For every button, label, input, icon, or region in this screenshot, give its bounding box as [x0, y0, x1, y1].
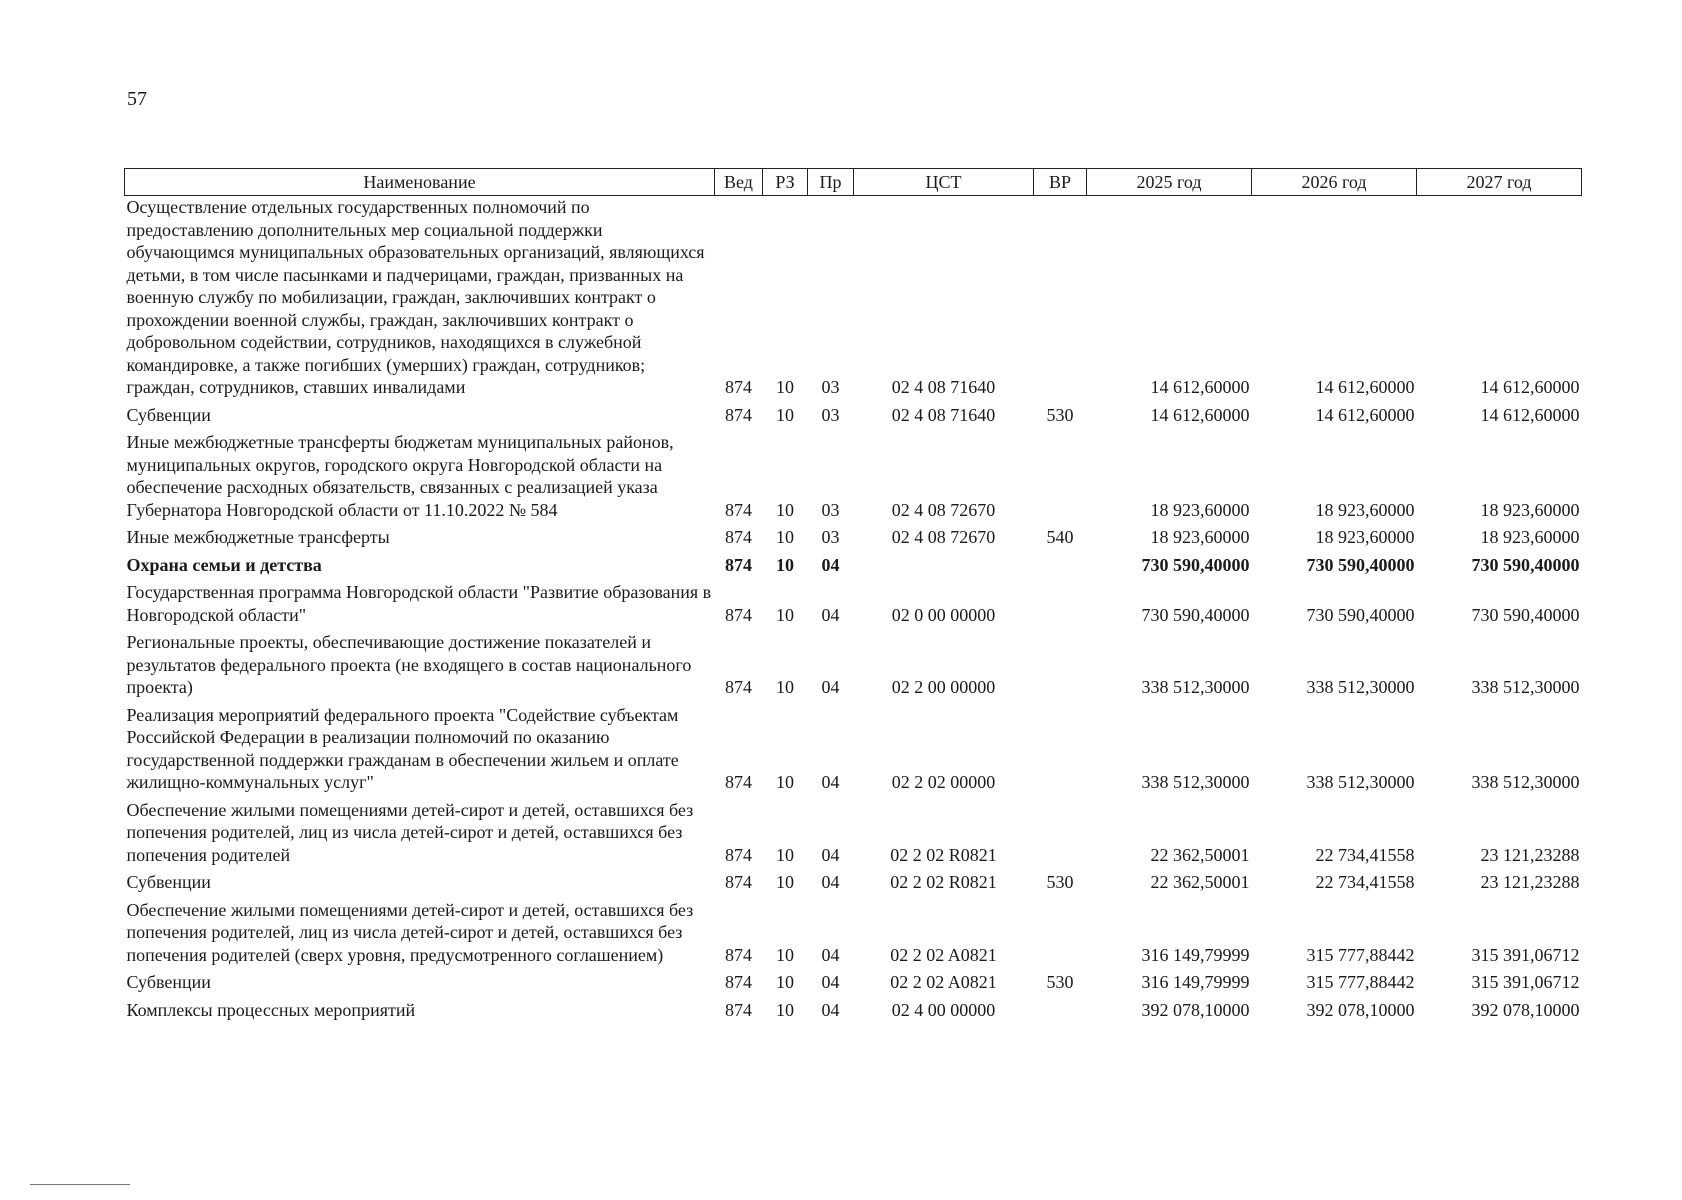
- cell-2025: 316 149,79999: [1141, 944, 1250, 965]
- cell-ved: 874: [725, 404, 752, 425]
- cell-2026: 338 512,30000: [1306, 772, 1415, 792]
- cell-ved: 874: [725, 999, 752, 1020]
- cell-vr: 530: [1046, 972, 1074, 992]
- cell-name: Осуществление отдельных государственных полномочий по предоставлению дополнительных мер социальной поддержки обучающимся муниципальных образовательных организаций, являющихся детьми, в том числе пасынками и падчерицами, граждан, призванных на военную службу по мобилизации, граждан, заключивших контракт о прохождении военной службы, граждан, заключивших контракт о добровольном содействии, сотрудников, находящихся в служебной командировке, а также погибших (умерших) граждан, сотрудников; граждан, сотрудников, ставших инвалидами: [126, 197, 705, 397]
- cell-rz: 10: [776, 972, 794, 992]
- page-number: 57: [127, 88, 147, 110]
- cell-2025: 22 362,50001: [1150, 872, 1250, 892]
- cell-cst: 02 4 08 71640: [891, 404, 996, 425]
- cell-2026: 730 590,40000: [1306, 554, 1415, 575]
- cell-rz: 10: [776, 677, 794, 697]
- header-2025: 2025 год: [1087, 169, 1252, 196]
- table-row: [125, 899, 1582, 972]
- cell-2026: 315 777,88442: [1306, 972, 1415, 992]
- cell-2026: 315 777,88442: [1306, 944, 1415, 965]
- cell-2025: 316 149,79999: [1141, 972, 1250, 992]
- cell-2027: 14 612,60000: [1480, 404, 1580, 425]
- table-row: [125, 526, 1582, 554]
- cell-name: Охрана семьи и детства: [126, 554, 322, 575]
- cell-2025: 392 078,10000: [1141, 999, 1250, 1020]
- cell-2027: 338 512,30000: [1471, 772, 1580, 792]
- cell-pr: 04: [821, 772, 840, 792]
- cell-vr: [1034, 704, 1087, 799]
- cell-vr: [1034, 196, 1087, 404]
- cell-2027: 392 078,10000: [1471, 999, 1580, 1020]
- cell-rz: 10: [776, 772, 794, 792]
- table-row: [125, 431, 1582, 526]
- cell-2027: 14 612,60000: [1480, 377, 1580, 397]
- header-2027: 2027 год: [1417, 169, 1582, 196]
- table-row: [125, 704, 1582, 799]
- cell-name: Субвенции: [126, 872, 211, 892]
- footer-divider: [30, 1184, 130, 1185]
- cell-2025: 338 512,30000: [1141, 772, 1250, 792]
- cell-rz: 10: [776, 404, 794, 425]
- cell-ved: 874: [725, 944, 752, 965]
- cell-cst: [854, 554, 1034, 582]
- table-header-row: [125, 169, 1582, 196]
- cell-2026: 392 078,10000: [1306, 999, 1415, 1020]
- cell-cst: 02 2 02 00000: [891, 772, 996, 792]
- cell-name: Государственная программа Новгородской области "Развитие образования в Новгородской области": [126, 582, 712, 625]
- cell-rz: 10: [776, 554, 794, 575]
- cell-2027: 338 512,30000: [1471, 677, 1580, 697]
- cell-rz: 10: [776, 377, 794, 397]
- cell-pr: 04: [821, 604, 840, 625]
- table-row: [125, 971, 1582, 999]
- budget-table: [124, 168, 1582, 1026]
- cell-2025: 14 612,60000: [1150, 404, 1250, 425]
- cell-cst: 02 2 02 A0821: [890, 944, 997, 965]
- cell-ved: 874: [725, 377, 752, 397]
- cell-2027: 315 391,06712: [1471, 972, 1580, 992]
- cell-name: Обеспечение жилыми помещениями детей-сирот и детей, оставшихся без попечения родителей, лиц из числа детей-сирот и детей, оставшихся без попечения родителей: [126, 799, 694, 865]
- cell-2026: 22 734,41558: [1315, 844, 1415, 865]
- cell-ved: 874: [725, 527, 752, 547]
- cell-pr: 04: [821, 554, 840, 575]
- cell-pr: 03: [821, 527, 840, 547]
- cell-name: Субвенции: [126, 972, 211, 992]
- cell-rz: 10: [776, 604, 794, 625]
- cell-pr: 03: [821, 377, 840, 397]
- cell-cst: 02 4 08 72670: [891, 499, 996, 520]
- table-row: [125, 554, 1582, 582]
- cell-2027: 730 590,40000: [1471, 554, 1580, 575]
- cell-rz: 10: [776, 844, 794, 865]
- cell-ved: 874: [725, 844, 752, 865]
- cell-vr: [1034, 581, 1087, 631]
- cell-pr: 04: [821, 972, 840, 992]
- cell-2026: 730 590,40000: [1306, 604, 1415, 625]
- cell-name: Региональные проекты, обеспечивающие достижение показателей и результатов федерального проекта (не входящего в состав национального проекта): [126, 632, 692, 697]
- cell-ved: 874: [725, 554, 752, 575]
- cell-2025: 14 612,60000: [1150, 377, 1250, 397]
- cell-2025: 338 512,30000: [1141, 677, 1250, 697]
- cell-vr: [1034, 631, 1087, 704]
- cell-vr: [1034, 999, 1087, 1027]
- cell-ved: 874: [725, 604, 752, 625]
- cell-name: Субвенции: [126, 404, 211, 425]
- cell-2026: 14 612,60000: [1315, 377, 1415, 397]
- cell-2027: 23 121,23288: [1480, 844, 1580, 865]
- cell-name: Иные межбюджетные трансферты: [126, 527, 390, 547]
- table-row: [125, 999, 1582, 1027]
- cell-cst: 02 4 00 00000: [891, 999, 996, 1020]
- cell-vr: [1034, 554, 1087, 582]
- cell-ved: 874: [725, 872, 752, 892]
- cell-cst: 02 2 02 A0821: [890, 972, 997, 992]
- cell-vr: 530: [1046, 404, 1074, 425]
- cell-pr: 03: [821, 404, 840, 425]
- table-row: [125, 581, 1582, 631]
- header-vr: ВР: [1034, 169, 1087, 196]
- cell-2025: 18 923,60000: [1150, 527, 1250, 547]
- header-ved: Вед: [715, 169, 763, 196]
- cell-name: Обеспечение жилыми помещениями детей-сирот и детей, оставшихся без попечения родителей, лиц из числа детей-сирот и детей, оставшихся без попечения родителей (сверх уровня, предусмотренного соглашением): [126, 899, 694, 965]
- cell-2027: 18 923,60000: [1480, 499, 1580, 520]
- cell-rz: 10: [776, 527, 794, 547]
- cell-2026: 338 512,30000: [1306, 677, 1415, 697]
- header-name: Наименование: [125, 169, 715, 196]
- cell-rz: 10: [776, 872, 794, 892]
- cell-rz: 10: [776, 999, 794, 1020]
- cell-pr: 03: [821, 499, 840, 520]
- cell-vr: 540: [1046, 527, 1074, 547]
- table-row: [125, 196, 1582, 404]
- cell-2027: 315 391,06712: [1471, 944, 1580, 965]
- cell-name: Комплексы процессных мероприятий: [126, 999, 416, 1020]
- cell-vr: [1034, 431, 1087, 526]
- cell-name: Реализация мероприятий федерального проекта "Содействие субъектам Российской Федерации в реализации полномочий по оказанию государственной поддержки гражданам в обеспечении жильем и оплате жилищно-коммунальных услуг": [126, 704, 679, 792]
- cell-pr: 04: [821, 677, 840, 697]
- cell-2027: 23 121,23288: [1480, 872, 1580, 892]
- cell-pr: 04: [821, 944, 840, 965]
- cell-ved: 874: [725, 677, 752, 697]
- cell-rz: 10: [776, 499, 794, 520]
- cell-vr: [1034, 899, 1087, 972]
- header-pr: Пр: [808, 169, 854, 196]
- cell-name: Иные межбюджетные трансферты бюджетам муниципальных районов, муниципальных округов, городского округа Новгородской области на обеспечение расходных обязательств, связанных с реализацией указа Губернатора Новгородской области от 11.10.2022 № 584: [126, 432, 674, 520]
- table-row: [125, 404, 1582, 432]
- cell-cst: 02 4 08 71640: [891, 377, 996, 397]
- header-cst: ЦСТ: [854, 169, 1034, 196]
- cell-2026: 22 734,41558: [1315, 872, 1415, 892]
- table-row: [125, 871, 1582, 899]
- header-2026: 2026 год: [1252, 169, 1417, 196]
- cell-pr: 04: [821, 872, 840, 892]
- table-body: [125, 196, 1582, 1027]
- header-rz: РЗ: [763, 169, 808, 196]
- cell-rz: 10: [776, 944, 794, 965]
- cell-vr: [1034, 799, 1087, 872]
- cell-2025: 18 923,60000: [1150, 499, 1250, 520]
- cell-ved: 874: [725, 772, 752, 792]
- cell-2025: 730 590,40000: [1141, 604, 1250, 625]
- cell-cst: 02 4 08 72670: [891, 527, 996, 547]
- cell-2026: 14 612,60000: [1315, 404, 1415, 425]
- table-row: [125, 799, 1582, 872]
- cell-2025: 730 590,40000: [1141, 554, 1250, 575]
- cell-ved: 874: [725, 499, 752, 520]
- cell-2026: 18 923,60000: [1315, 499, 1415, 520]
- cell-2026: 18 923,60000: [1315, 527, 1415, 547]
- cell-cst: 02 2 02 R0821: [890, 872, 997, 892]
- cell-cst: 02 2 00 00000: [891, 677, 996, 697]
- cell-2025: 22 362,50001: [1150, 844, 1250, 865]
- cell-pr: 04: [821, 999, 840, 1020]
- cell-cst: 02 2 02 R0821: [890, 844, 997, 865]
- cell-vr: 530: [1046, 872, 1074, 892]
- table-row: [125, 631, 1582, 704]
- cell-pr: 04: [821, 844, 840, 865]
- cell-2027: 730 590,40000: [1471, 604, 1580, 625]
- cell-ved: 874: [725, 972, 752, 992]
- cell-cst: 02 0 00 00000: [891, 604, 996, 625]
- cell-2027: 18 923,60000: [1480, 527, 1580, 547]
